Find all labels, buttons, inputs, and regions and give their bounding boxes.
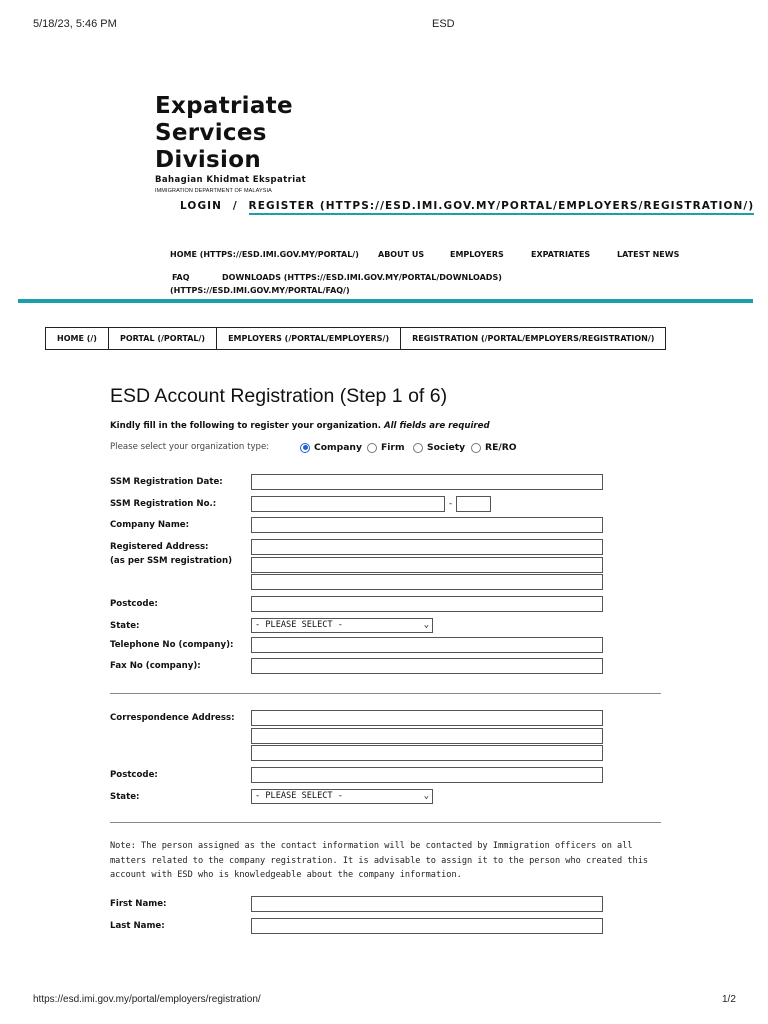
logo-line-1: Expatriate bbox=[155, 93, 293, 119]
radio-firm[interactable] bbox=[367, 443, 377, 453]
postcode2-label: Postcode: bbox=[110, 770, 158, 780]
ssm-date-input[interactable] bbox=[251, 474, 603, 490]
site-logo[interactable] bbox=[155, 93, 306, 194]
postcode2-input[interactable] bbox=[251, 767, 603, 783]
section-divider-1 bbox=[110, 693, 661, 694]
radio-company[interactable] bbox=[300, 443, 310, 453]
state-label: State: bbox=[110, 621, 140, 631]
state2-select[interactable] bbox=[251, 789, 433, 804]
state-select[interactable] bbox=[251, 618, 433, 633]
nav-faq-url[interactable]: (HTTPS://ESD.IMI.GOV.MY/PORTAL/FAQ/) bbox=[170, 286, 350, 295]
ssm-no-label: SSM Registration No.: bbox=[110, 499, 217, 509]
org-type-label: Please select your organization type: bbox=[110, 442, 270, 452]
nav-downloads[interactable]: DOWNLOADS (HTTPS://ESD.IMI.GOV.MY/PORTAL/DOWNLOADS) bbox=[222, 273, 502, 282]
fax-label: Fax No (company): bbox=[110, 661, 201, 671]
print-url: https://esd.imi.gov.my/portal/employers/registration/ bbox=[33, 994, 261, 1005]
postcode-label: Postcode: bbox=[110, 599, 158, 609]
breadcrumb-employers[interactable]: EMPLOYERS (/PORTAL/EMPLOYERS/) bbox=[217, 328, 401, 349]
org-type-society[interactable] bbox=[413, 442, 465, 453]
telephone-input[interactable] bbox=[251, 637, 603, 653]
section-divider-2 bbox=[110, 822, 661, 823]
correspondence-address-label: Correspondence Address: bbox=[110, 713, 235, 723]
radio-society[interactable] bbox=[413, 443, 423, 453]
fax-input[interactable] bbox=[251, 658, 603, 674]
intro-required: All fields are required bbox=[383, 421, 490, 431]
auth-links bbox=[180, 200, 754, 212]
org-type-company[interactable] bbox=[300, 442, 362, 453]
radio-rero-label: RE/RO bbox=[485, 442, 517, 453]
registered-address-line-2[interactable] bbox=[251, 557, 603, 573]
last-name-label: Last Name: bbox=[110, 921, 165, 931]
logo-subtitle-2: IMMIGRATION DEPARTMENT OF MALAYSIA bbox=[155, 188, 272, 194]
radio-firm-label: Firm bbox=[381, 442, 405, 453]
chevron-down-icon: ⌄ bbox=[423, 620, 429, 630]
breadcrumb-home[interactable]: HOME (/) bbox=[46, 328, 109, 349]
page-title: ESD Account Registration (Step 1 of 6) bbox=[110, 385, 448, 407]
form-intro bbox=[110, 421, 490, 431]
first-name-label: First Name: bbox=[110, 899, 167, 909]
breadcrumb bbox=[45, 327, 666, 350]
chevron-down-icon: ⌄ bbox=[423, 791, 429, 801]
org-type-firm[interactable] bbox=[367, 442, 405, 453]
correspondence-address-line-1[interactable] bbox=[251, 710, 603, 726]
telephone-label: Telephone No (company): bbox=[110, 640, 234, 650]
logo-line-2: Services bbox=[155, 120, 267, 146]
login-link[interactable]: LOGIN bbox=[180, 200, 223, 212]
nav-employers[interactable]: EMPLOYERS bbox=[450, 250, 504, 259]
registered-address-line-1[interactable] bbox=[251, 539, 603, 555]
last-name-input[interactable] bbox=[251, 918, 603, 934]
print-title: ESD bbox=[432, 18, 455, 30]
company-name-input[interactable] bbox=[251, 517, 603, 533]
state2-label: State: bbox=[110, 792, 140, 802]
correspondence-address-line-3[interactable] bbox=[251, 745, 603, 761]
register-link[interactable]: REGISTER (HTTPS://ESD.IMI.GOV.MY/PORTAL/EMPLOYERS/REGISTRATION/) bbox=[249, 200, 755, 215]
print-datetime: 5/18/23, 5:46 PM bbox=[33, 18, 117, 30]
radio-rero[interactable] bbox=[471, 443, 481, 453]
ssm-no-separator: - bbox=[449, 499, 453, 509]
nav-home[interactable]: HOME (HTTPS://ESD.IMI.GOV.MY/PORTAL/) bbox=[170, 250, 359, 259]
radio-company-label: Company bbox=[314, 442, 362, 453]
ssm-no-input[interactable] bbox=[251, 496, 445, 512]
first-name-input[interactable] bbox=[251, 896, 603, 912]
logo-subtitle: Bahagian Khidmat Ekspatriat bbox=[155, 175, 307, 185]
logo-line-3: Division bbox=[155, 147, 262, 173]
print-page-number: 1/2 bbox=[722, 994, 736, 1005]
breadcrumb-portal[interactable]: PORTAL (/PORTAL/) bbox=[109, 328, 217, 349]
ssm-date-label: SSM Registration Date: bbox=[110, 477, 223, 487]
registered-address-line-3[interactable] bbox=[251, 574, 603, 590]
correspondence-address-line-2[interactable] bbox=[251, 728, 603, 744]
org-type-rero[interactable] bbox=[471, 442, 517, 453]
registered-address-label: Registered Address: bbox=[110, 542, 209, 552]
state-select-value: - PLEASE SELECT - bbox=[255, 620, 343, 630]
contact-note: Note: The person assigned as the contact information will be contacted by Immigration officers on all matters related to the company registration. It is advisable to assign it to the person who created this account with ESD who is knowledgeable about the company information. bbox=[110, 841, 649, 880]
nav-expatriates[interactable]: EXPATRIATES bbox=[531, 250, 591, 259]
nav-faq[interactable]: FAQ bbox=[172, 273, 190, 282]
registered-address-note: (as per SSM registration) bbox=[110, 556, 233, 566]
intro-text: Kindly fill in the following to register your organization. bbox=[110, 421, 384, 431]
company-name-label: Company Name: bbox=[110, 520, 190, 530]
nav-latest-news[interactable]: LATEST NEWS bbox=[617, 250, 680, 259]
auth-separator: / bbox=[232, 200, 238, 212]
breadcrumb-registration[interactable]: REGISTRATION (/PORTAL/EMPLOYERS/REGISTRATION/) bbox=[412, 334, 655, 343]
radio-society-label: Society bbox=[427, 442, 466, 453]
nav-about[interactable]: ABOUT US bbox=[378, 250, 425, 259]
state2-select-value: - PLEASE SELECT - bbox=[255, 791, 343, 801]
postcode-input[interactable] bbox=[251, 596, 603, 612]
header-divider bbox=[18, 299, 753, 303]
ssm-no-suffix-input[interactable] bbox=[456, 496, 491, 512]
